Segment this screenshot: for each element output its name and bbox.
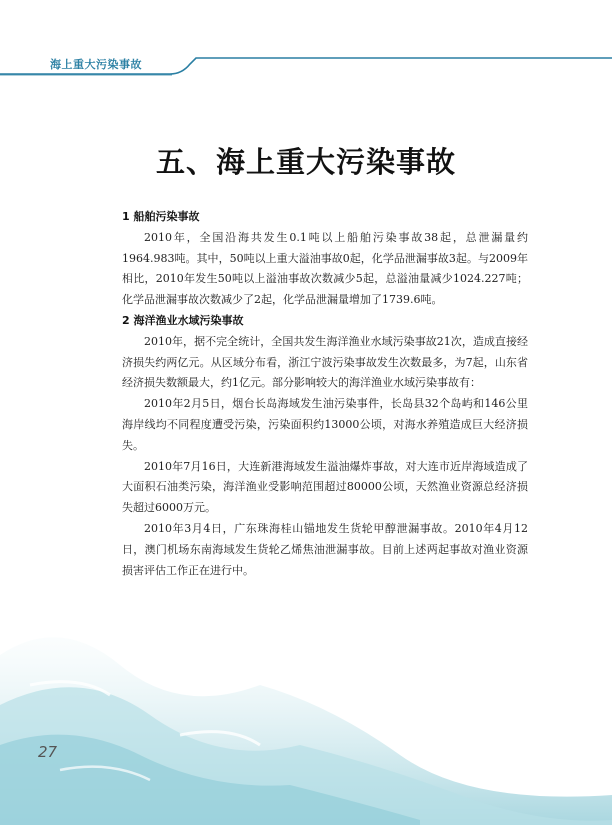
page-number: 27 [38,743,58,761]
paragraph: 2010年2月5日，烟台长岛海域发生油污染事件，长岛县32个岛屿和146公里海岸线均不同程度遭受污染，污染面积约13000公顷，对海水养殖造成巨大经济损失。 [122,397,528,452]
running-header-title: 海上重大污染事故 [50,58,142,71]
paragraph: 2010年，据不完全统计，全国共发生海洋渔业水域污染事故21次，造成直接经济损失约两亿元。从区域分布看，浙江宁波污染事故发生次数最多，为7起，山东省经济损失数额最大，约1亿元。部分影响较大的海洋渔业水域污染事故有： [122,334,528,390]
section-heading: 1 船舶污染事故 [122,210,200,223]
ocean-wave-decoration [0,595,612,825]
paragraph: 2010年，全国沿海共发生0.1吨以上船舶污染事故38起，总泄漏量约1964.983吨。其中，50吨以上重大溢油事故0起，化学品泄漏事故3起。与2009年相比，2010年发生50吨以上溢油事故次数减少5起，总溢油量减少1024.227吨；化学品泄漏事故次数减少了2起，化学品泄漏量增加了1739.6吨。 [122,230,528,307]
section-heading: 2 海洋渔业水域污染事故 [122,313,244,327]
chapter-title: 五、海上重大污染事故 [155,145,456,179]
paragraph: 2010年7月16日，大连新港海域发生溢油爆炸事故，对大连市近岸海域造成了大面积石油类污染，海洋渔业受影响范围超过80000公顷，天然渔业资源总经济损失超过6000万元。 [122,459,528,515]
body-content [122,207,528,581]
paragraph: 2010年3月4日，广东珠海桂山锚地发生货轮甲醇泄漏事故。2010年4月12日，澳门机场东南海域发生货轮乙烯焦油泄漏事故。目前上述两起事故对渔业资源损害评估工作正在进行中。 [122,521,528,577]
